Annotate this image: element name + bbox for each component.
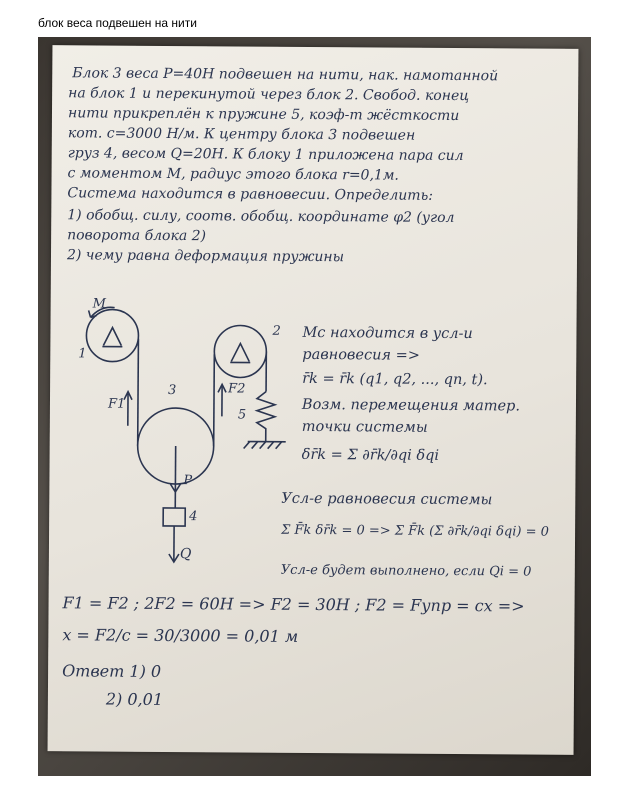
problem-line-10: 2) чему равна деформация пружины [66, 247, 345, 266]
rope-middle [214, 354, 215, 446]
spring-5 [257, 392, 275, 442]
label-block-1: 1 [78, 346, 87, 362]
derivation-line-8: Σ F̄k δr̄k = 0 => Σ F̄k (Σ ∂r̄k/∂qi δqi) = 0 [281, 522, 549, 540]
derivation-line-4: Возм. перемещения матер. [301, 396, 521, 415]
derivation-line-5: точки системы [301, 418, 428, 436]
solution-line-1: F1 = F2 ; 2F2 = 60Н => F2 = 30Н ; F2 = Fупр = cx => [62, 593, 525, 616]
label-moment: M [92, 296, 107, 312]
problem-line-3: нити прикреплён к пружине 5, коэф-т жёсткости [67, 105, 460, 125]
label-block-2: 2 [272, 323, 281, 339]
block-1-support [103, 328, 121, 346]
answer-line-1: Ответ 1) 0 [62, 661, 162, 681]
derivation-line-9: Усл-е будет выполнено, если Qi = 0 [280, 562, 532, 580]
label-load-4: 4 [189, 509, 198, 525]
label-spring-5: 5 [237, 407, 247, 423]
problem-line-4: кот. c=3000 Н/м. К центру блока 3 подвешен [67, 125, 416, 144]
label-force-f1: F1 [107, 396, 126, 412]
problem-line-7: Система находится в равновесии. Определить: [67, 185, 433, 204]
answer-line-2: 2) 0,01 [105, 689, 164, 709]
rope-left [138, 339, 139, 446]
label-block-3: 3 [168, 382, 177, 399]
handwritten-notes-photo [38, 37, 591, 776]
label-weight-p: P [183, 473, 193, 489]
problem-line-6: с моментом М, радиус этого блока r=0,1м. [67, 165, 399, 184]
problem-line-5: груз 4, весом Q=20Н. К блоку 1 приложена пара сил [67, 145, 464, 165]
label-weight-q: Q [179, 546, 192, 563]
problem-line-9: поворота блока 2) [67, 227, 207, 245]
derivation-line-6: δr̄k = Σ ∂r̄k/∂qi δqi [301, 446, 440, 464]
solution-line-2: x = F2/c = 30/3000 = 0,01 м [62, 625, 299, 646]
problem-line-8: 1) обобщ. силу, соотв. обобщ. координате φ2 (угол [67, 207, 455, 226]
derivation-line-2: равновесия => [302, 346, 421, 364]
problem-line-2: на блок 1 и перекинутой через блок 2. Свобод. конец [68, 85, 470, 105]
derivation-line-1: Мс находится в усл-и [302, 324, 473, 343]
derivation-line-3: r̄k = r̄k (q1, q2, ..., qn, t). [302, 370, 488, 389]
load-4 [163, 508, 185, 526]
block-1-circle [86, 309, 138, 361]
label-force-f2: F2 [228, 381, 246, 397]
derivation-line-7: Усл-е равновесия системы [281, 490, 493, 509]
block-2-circle [214, 325, 266, 377]
problem-line-1: Блок 3 веса P=40Н подвешен на нити, нак. намотанной [72, 65, 499, 85]
notebook-paper [48, 45, 579, 755]
page-caption: блок веса подвешен на нити [38, 16, 197, 30]
